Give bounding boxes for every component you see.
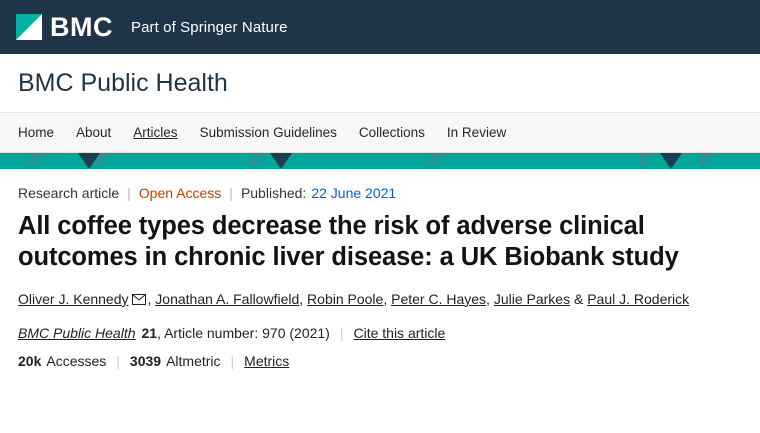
- published-date: 22 June 2021: [311, 184, 397, 201]
- nav-item-home[interactable]: Home: [18, 124, 55, 140]
- author-sep-2: ,: [299, 290, 308, 307]
- meta-divider-2: |: [229, 184, 233, 201]
- author-sep-4: ,: [486, 290, 494, 307]
- brand-bar: [0, 0, 760, 54]
- author-conjunction: &: [570, 290, 588, 307]
- cite-this-article-link[interactable]: Cite this article: [353, 324, 446, 341]
- altmetric-count: 3039: [129, 352, 162, 369]
- author-link-5[interactable]: Julie Parkes: [493, 290, 571, 307]
- author-list: [18, 289, 742, 311]
- author-sep-3: ,: [383, 290, 392, 307]
- springer-nature-tagline: Part of Springer Nature: [131, 18, 288, 36]
- nav-item-articles[interactable]: Articles: [133, 124, 178, 140]
- envelope-icon[interactable]: [132, 290, 146, 311]
- article-meta: [18, 185, 742, 201]
- article-header: [0, 169, 760, 369]
- bmc-logo-text[interactable]: BMC: [50, 11, 113, 42]
- citation-journal-link[interactable]: BMC Public Health: [18, 324, 136, 341]
- metrics-divider-1: |: [116, 352, 120, 369]
- nav-item-submission-guidelines[interactable]: Submission Guidelines: [199, 124, 337, 140]
- citation-article-number: , Article number: 970 (2021): [157, 324, 330, 341]
- article-type: Research article: [18, 184, 120, 201]
- citation-line: [18, 325, 742, 341]
- main-navigation: [0, 113, 760, 153]
- nav-item-in-review[interactable]: In Review: [446, 124, 507, 140]
- page-title: All coffee types decrease the risk of adverse clinical outcomes in chronic liver disease: a UK Biobank study: [18, 211, 679, 271]
- journal-title-band: [0, 54, 760, 113]
- decorative-strip: [0, 153, 760, 169]
- metrics-line: [18, 353, 742, 369]
- author-link-4[interactable]: Peter C. Hayes: [391, 290, 487, 307]
- journal-title[interactable]: BMC Public Health: [18, 69, 228, 97]
- accesses-count: 20k: [18, 352, 42, 369]
- author-link-1[interactable]: Oliver J. Kennedy: [18, 290, 129, 307]
- citation-volume: 21: [141, 324, 158, 341]
- nav-item-collections[interactable]: Collections: [358, 124, 425, 140]
- open-access-badge: Open Access: [138, 184, 222, 201]
- metrics-link[interactable]: Metrics: [244, 352, 290, 369]
- bmc-logo-icon[interactable]: [16, 14, 42, 40]
- published-label: Published:: [240, 184, 307, 201]
- author-link-2[interactable]: Jonathan A. Fallowfield: [155, 290, 300, 307]
- author-link-3[interactable]: Robin Poole: [307, 290, 384, 307]
- citation-divider: |: [339, 324, 344, 341]
- author-link-6[interactable]: Paul J. Roderick: [587, 290, 690, 307]
- metrics-divider-2: |: [230, 352, 235, 369]
- nav-item-about[interactable]: About: [76, 124, 112, 140]
- meta-divider-1: |: [127, 184, 131, 201]
- author-sep-1: ,: [147, 290, 156, 307]
- altmetric-label: Altmetric: [166, 352, 221, 369]
- accesses-label: Accesses: [46, 352, 107, 369]
